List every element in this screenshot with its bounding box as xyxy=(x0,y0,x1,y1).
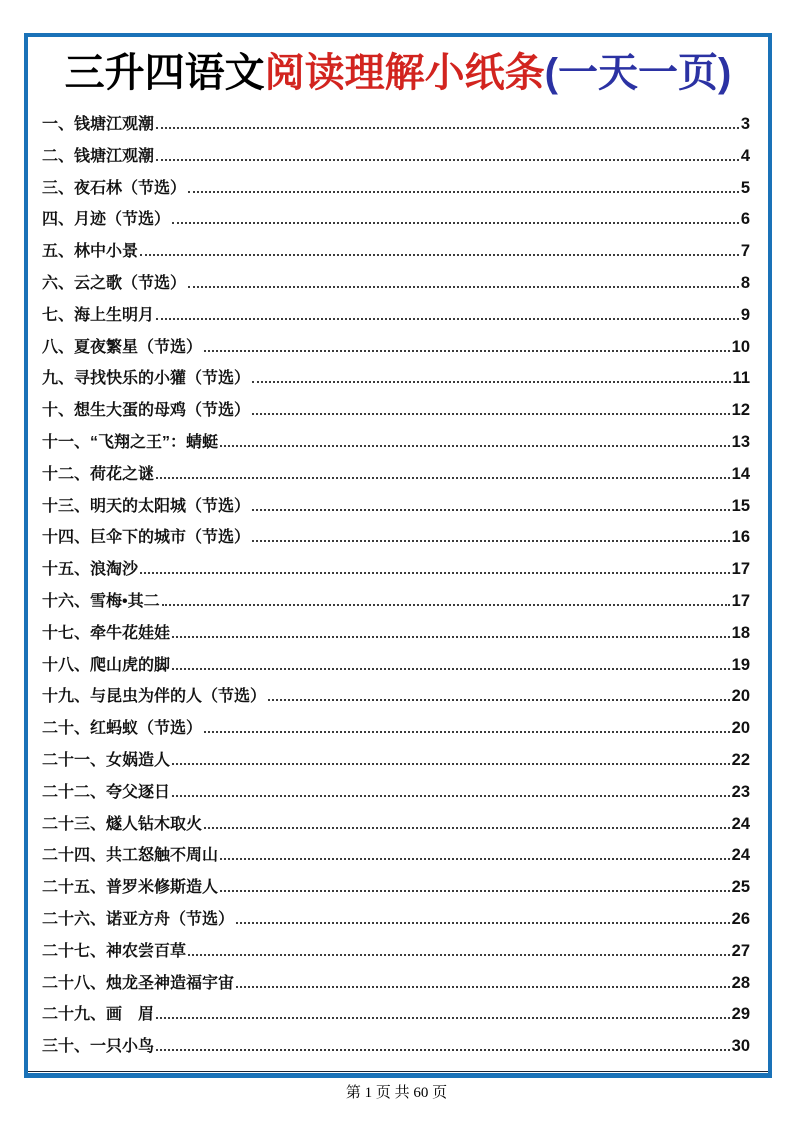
table-of-contents xyxy=(28,109,768,1063)
toc-dot-leader xyxy=(252,413,730,415)
toc-entry xyxy=(42,713,750,745)
toc-entry xyxy=(42,268,750,300)
toc-entry xyxy=(42,777,750,809)
toc-entry xyxy=(42,618,750,650)
toc-dot-leader xyxy=(156,477,730,479)
toc-dot-leader xyxy=(140,254,739,256)
toc-entry xyxy=(42,904,750,936)
toc-entry-label: 二十二、夸父逐日 xyxy=(42,783,171,801)
toc-dot-leader xyxy=(188,954,730,956)
toc-entry-label: 十三、明天的太阳城（节选） xyxy=(42,497,251,515)
toc-entry xyxy=(42,204,750,236)
toc-entry-page: 30 xyxy=(731,1037,750,1056)
toc-dot-leader xyxy=(162,604,730,606)
toc-dot-leader xyxy=(204,731,730,733)
toc-entry-label: 九、寻找快乐的小獾（节选） xyxy=(42,370,251,388)
toc-entry-label: 十一、“飞翔之王”：蜻蜓 xyxy=(42,433,219,451)
title-segment-red: 阅读理解小纸条 xyxy=(264,51,545,95)
toc-entry-label: 二十、红蚂蚁（节选） xyxy=(42,720,203,738)
toc-dot-leader xyxy=(204,350,730,352)
toc-entry-page: 29 xyxy=(731,1005,750,1024)
toc-entry-label: 四、月迹（节选） xyxy=(42,211,171,229)
toc-entry-label: 七、海上生明月 xyxy=(42,306,155,324)
toc-entry-page: 14 xyxy=(731,464,750,483)
toc-entry-page: 13 xyxy=(731,432,750,451)
toc-entry-page: 17 xyxy=(731,591,750,610)
toc-entry-page: 6 xyxy=(740,210,750,229)
page-title xyxy=(28,47,768,99)
toc-entry-label: 二十九、画 眉 xyxy=(42,1006,155,1024)
toc-dot-leader xyxy=(236,986,730,988)
toc-entry xyxy=(42,872,750,904)
toc-entry-page: 24 xyxy=(731,814,750,833)
toc-entry-label: 二十四、共工怒触不周山 xyxy=(42,847,219,865)
toc-dot-leader xyxy=(172,795,730,797)
toc-entry xyxy=(42,745,750,777)
toc-entry xyxy=(42,522,750,554)
toc-entry xyxy=(42,141,750,173)
toc-dot-leader xyxy=(268,699,730,701)
toc-entry-page: 10 xyxy=(731,337,750,356)
toc-dot-leader xyxy=(252,509,730,511)
toc-entry-page: 24 xyxy=(731,846,750,865)
toc-dot-leader xyxy=(172,763,730,765)
toc-dot-leader xyxy=(156,1049,730,1051)
toc-entry xyxy=(42,586,750,618)
toc-entry xyxy=(42,681,750,713)
toc-entry-page: 27 xyxy=(731,941,750,960)
toc-entry xyxy=(42,173,750,205)
toc-entry-page: 20 xyxy=(731,719,750,738)
toc-dot-leader xyxy=(156,159,739,161)
toc-entry xyxy=(42,809,750,841)
toc-entry xyxy=(42,936,750,968)
toc-entry-label: 十四、巨伞下的城市（节选） xyxy=(42,529,251,547)
toc-entry-page: 15 xyxy=(731,496,750,515)
toc-entry-page: 8 xyxy=(740,273,750,292)
toc-entry-page: 20 xyxy=(731,687,750,706)
toc-entry-label: 八、夏夜繁星（节选） xyxy=(42,338,203,356)
toc-entry-page: 18 xyxy=(731,623,750,642)
toc-entry xyxy=(42,1031,750,1063)
toc-entry xyxy=(42,427,750,459)
toc-entry-label: 二、钱塘江观潮 xyxy=(42,147,155,165)
toc-entry xyxy=(42,650,750,682)
toc-dot-leader xyxy=(220,445,730,447)
toc-entry xyxy=(42,332,750,364)
toc-entry xyxy=(42,554,750,586)
toc-dot-leader xyxy=(188,191,739,193)
toc-entry-page: 23 xyxy=(731,782,750,801)
toc-dot-leader xyxy=(172,668,730,670)
toc-entry-page: 12 xyxy=(731,401,750,420)
toc-entry-label: 三、夜石林（节选） xyxy=(42,179,187,197)
toc-entry-label: 二十三、燧人钻木取火 xyxy=(42,815,203,833)
toc-entry-label: 一、钱塘江观潮 xyxy=(42,116,155,133)
title-segment-black: 三升四语文 xyxy=(64,51,265,95)
toc-dot-leader xyxy=(140,572,730,574)
toc-entry-page: 19 xyxy=(731,655,750,674)
toc-entry-label: 十八、爬山虎的脚 xyxy=(42,656,171,674)
toc-entry xyxy=(42,109,750,141)
toc-dot-leader xyxy=(156,318,739,320)
toc-dot-leader xyxy=(156,127,739,129)
toc-entry xyxy=(42,459,750,491)
toc-dot-leader xyxy=(172,222,739,224)
toc-entry-label: 十二、荷花之谜 xyxy=(42,465,155,483)
toc-dot-leader xyxy=(252,540,730,542)
toc-entry xyxy=(42,840,750,872)
toc-entry-page: 7 xyxy=(740,242,750,261)
toc-entry-label: 五、林中小景 xyxy=(42,243,139,261)
toc-entry-label: 二十七、神农尝百草 xyxy=(42,942,187,960)
toc-entry xyxy=(42,300,750,332)
toc-entry-page: 28 xyxy=(731,973,750,992)
bottom-separator-line xyxy=(28,1071,768,1072)
toc-entry xyxy=(42,395,750,427)
toc-dot-leader xyxy=(172,636,730,638)
toc-entry xyxy=(42,491,750,523)
toc-entry-label: 十、想生大蛋的母鸡（节选） xyxy=(42,402,251,420)
toc-entry-page: 25 xyxy=(731,878,750,897)
toc-entry-page: 3 xyxy=(740,115,750,133)
toc-entry-label: 十五、浪淘沙 xyxy=(42,561,139,579)
toc-entry-label: 二十五、普罗米修斯造人 xyxy=(42,879,219,897)
toc-dot-leader xyxy=(220,890,730,892)
toc-entry-page: 9 xyxy=(740,305,750,324)
toc-entry-label: 十九、与昆虫为伴的人（节选） xyxy=(42,688,267,706)
toc-entry-label: 二十一、女娲造人 xyxy=(42,751,171,769)
toc-dot-leader xyxy=(156,1017,730,1019)
toc-entry xyxy=(42,236,750,268)
toc-entry-page: 26 xyxy=(731,909,750,928)
footer-page-info: 第 1 页 共 60 页 xyxy=(345,1085,448,1101)
toc-entry-label: 六、云之歌（节选） xyxy=(42,274,187,292)
page-border xyxy=(24,33,772,1078)
toc-dot-leader xyxy=(252,381,731,383)
toc-dot-leader xyxy=(204,827,730,829)
toc-entry-label: 二十六、诺亚方舟（节选） xyxy=(42,910,235,928)
toc-entry-label: 十七、牵牛花娃娃 xyxy=(42,624,171,642)
toc-entry xyxy=(42,968,750,1000)
toc-entry-label: 二十八、烛龙圣神造福宇宙 xyxy=(42,974,235,992)
toc-entry-page: 11 xyxy=(732,369,750,388)
toc-entry xyxy=(42,363,750,395)
toc-dot-leader xyxy=(188,286,739,288)
toc-dot-leader xyxy=(220,858,730,860)
toc-entry-page: 5 xyxy=(740,178,750,197)
footer-page-indicator xyxy=(0,1081,793,1102)
toc-entry xyxy=(42,999,750,1031)
toc-dot-leader xyxy=(236,922,730,924)
toc-entry-label: 十六、雪梅•其二 xyxy=(42,592,160,610)
toc-entry-page: 17 xyxy=(731,560,750,579)
toc-entry-label: 三十、一只小鸟 xyxy=(42,1038,155,1056)
toc-entry-page: 4 xyxy=(740,146,750,165)
title-segment-blue: (一天一页) xyxy=(544,51,732,95)
toc-entry-page: 16 xyxy=(731,528,750,547)
toc-entry-page: 22 xyxy=(731,750,750,769)
